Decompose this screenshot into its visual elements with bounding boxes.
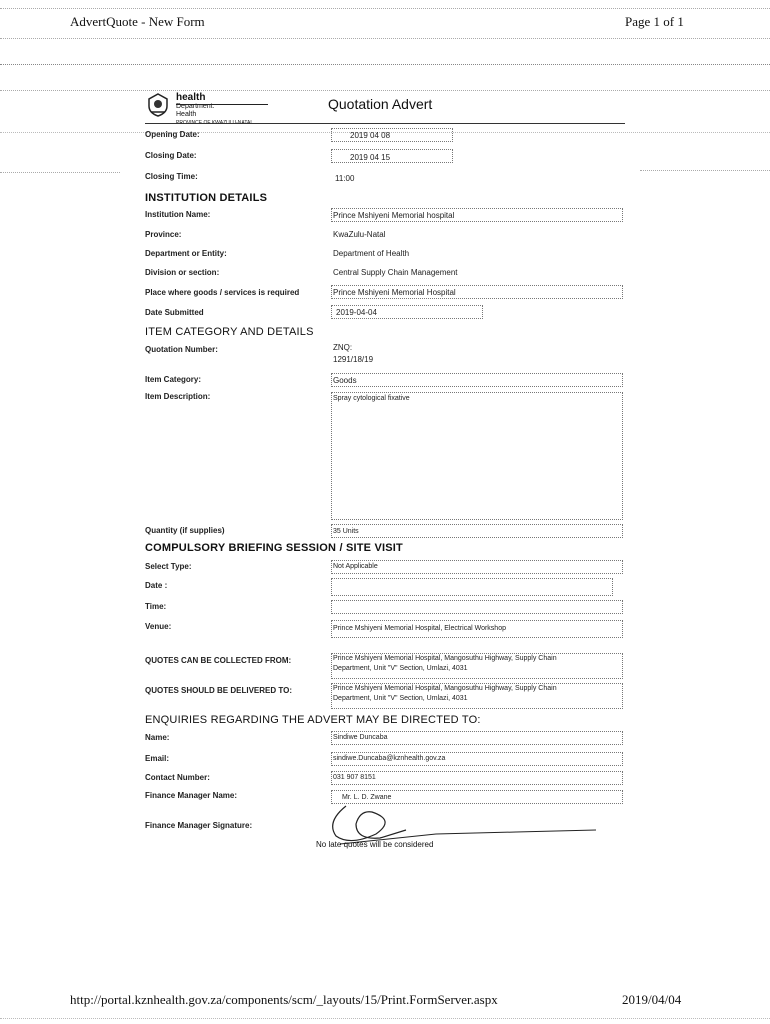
institution-heading: INSTITUTION DETAILS bbox=[145, 192, 268, 204]
venue-value[interactable]: Prince Mshiyeni Memorial Hospital, Electrical Workshop bbox=[333, 625, 506, 632]
deliver-value-line2[interactable]: Department, Unit "V" Section, Umlazi, 4031 bbox=[333, 695, 468, 702]
date-submitted-label: Date Submitted bbox=[145, 308, 204, 317]
contact-number-value[interactable]: 031 907 8151 bbox=[333, 774, 376, 781]
place-value[interactable]: Prince Mshiyeni Memorial Hospital bbox=[333, 288, 456, 297]
place-label: Place where goods / services is required bbox=[145, 288, 300, 297]
institution-name-value[interactable]: Prince Mshiyeni Memorial hospital bbox=[333, 211, 455, 220]
logo-name: health bbox=[176, 92, 206, 103]
briefing-date-label: Date : bbox=[145, 581, 168, 590]
finance-manager-signature-label: Finance Manager Signature: bbox=[145, 821, 253, 830]
venue-label: Venue: bbox=[145, 622, 172, 631]
enquiry-email-label: Email: bbox=[145, 754, 170, 763]
department-label: Department or Entity: bbox=[145, 249, 227, 258]
window-title: AdvertQuote - New Form bbox=[70, 14, 205, 29]
briefing-time-field[interactable] bbox=[331, 600, 623, 614]
closing-date-label: Closing Date: bbox=[145, 151, 197, 160]
quantity-value[interactable]: 35 Units bbox=[333, 528, 359, 535]
province-label: Province: bbox=[145, 230, 182, 239]
quantity-label: Quantity (if supplies) bbox=[145, 526, 225, 535]
enquiries-heading: ENQUIRIES REGARDING THE ADVERT MAY BE DIRECTED TO: bbox=[145, 714, 481, 726]
form-title: Quotation Advert bbox=[328, 96, 433, 112]
briefing-date-field[interactable] bbox=[331, 578, 613, 596]
collect-value-line2[interactable]: Department, Unit "V" Section, Umlazi, 4031 bbox=[333, 665, 468, 672]
footer-url: http://portal.kznhealth.gov.za/components/scm/_layouts/15/Print.FormServer.aspx bbox=[70, 992, 498, 1007]
briefing-time-label: Time: bbox=[145, 602, 167, 611]
collect-value-line1[interactable]: Prince Mshiyeni Memorial Hospital, Mangosuthu Highway, Supply Chain bbox=[333, 655, 557, 662]
opening-date-label: Opening Date: bbox=[145, 130, 200, 139]
quotation-number-value[interactable]: 1291/18/19 bbox=[333, 355, 374, 364]
logo-sub1: Department: bbox=[176, 103, 215, 110]
kzn-coat-of-arms-icon bbox=[145, 92, 171, 118]
closing-time-value[interactable]: 11:00 bbox=[335, 174, 355, 183]
late-quotes-notice: No late quotes will be considered bbox=[316, 840, 434, 849]
select-type-label: Select Type: bbox=[145, 562, 192, 571]
contact-number-label: Contact Number: bbox=[145, 773, 210, 782]
date-submitted-value[interactable]: 2019-04-04 bbox=[336, 308, 377, 317]
finance-manager-name-value[interactable]: Mr. L. D. Zwane bbox=[342, 794, 392, 801]
quotation-number-prefix: ZNQ: bbox=[333, 343, 353, 352]
closing-date-value[interactable]: 2019 04 15 bbox=[350, 153, 391, 162]
select-type-value[interactable]: Not Applicable bbox=[333, 563, 378, 570]
enquiry-email-value[interactable]: sindiwe.Duncaba@kznhealth.gov.za bbox=[333, 755, 446, 762]
division-label: Division or section: bbox=[145, 268, 220, 277]
division-value[interactable]: Central Supply Chain Management bbox=[333, 268, 458, 277]
page-indicator: Page 1 of 1 bbox=[625, 14, 684, 29]
opening-date-value[interactable]: 2019 04 08 bbox=[350, 131, 391, 140]
quotation-number-label: Quotation Number: bbox=[145, 345, 218, 354]
briefing-heading: COMPULSORY BRIEFING SESSION / SITE VISIT bbox=[145, 542, 403, 554]
item-description-label: Item Description: bbox=[145, 392, 211, 401]
logo-sub2: Health bbox=[176, 111, 197, 118]
institution-name-label: Institution Name: bbox=[145, 210, 211, 219]
enquiry-name-value[interactable]: Sindiwe Duncaba bbox=[333, 734, 388, 741]
item-description-value[interactable]: Spray cytological fixative bbox=[333, 395, 410, 402]
item-category-value[interactable]: Goods bbox=[333, 376, 357, 385]
footer-date: 2019/04/04 bbox=[622, 992, 682, 1007]
closing-time-label: Closing Time: bbox=[145, 172, 198, 181]
logo-sub3: PROVINCE OF KWAZULU-NATAL bbox=[176, 120, 254, 126]
department-value[interactable]: Department of Health bbox=[333, 249, 410, 258]
deliver-value-line1[interactable]: Prince Mshiyeni Memorial Hospital, Mangosuthu Highway, Supply Chain bbox=[333, 685, 557, 692]
item-category-label: Item Category: bbox=[145, 375, 202, 384]
collect-label: QUOTES CAN BE COLLECTED FROM: bbox=[145, 656, 292, 665]
province-value[interactable]: KwaZulu-Natal bbox=[333, 230, 386, 239]
enquiry-name-label: Name: bbox=[145, 733, 170, 742]
item-heading: ITEM CATEGORY AND DETAILS bbox=[145, 326, 314, 338]
finance-manager-name-label: Finance Manager Name: bbox=[145, 791, 238, 800]
logo-block bbox=[176, 92, 253, 127]
deliver-label: QUOTES SHOULD BE DELIVERED TO: bbox=[145, 686, 292, 695]
